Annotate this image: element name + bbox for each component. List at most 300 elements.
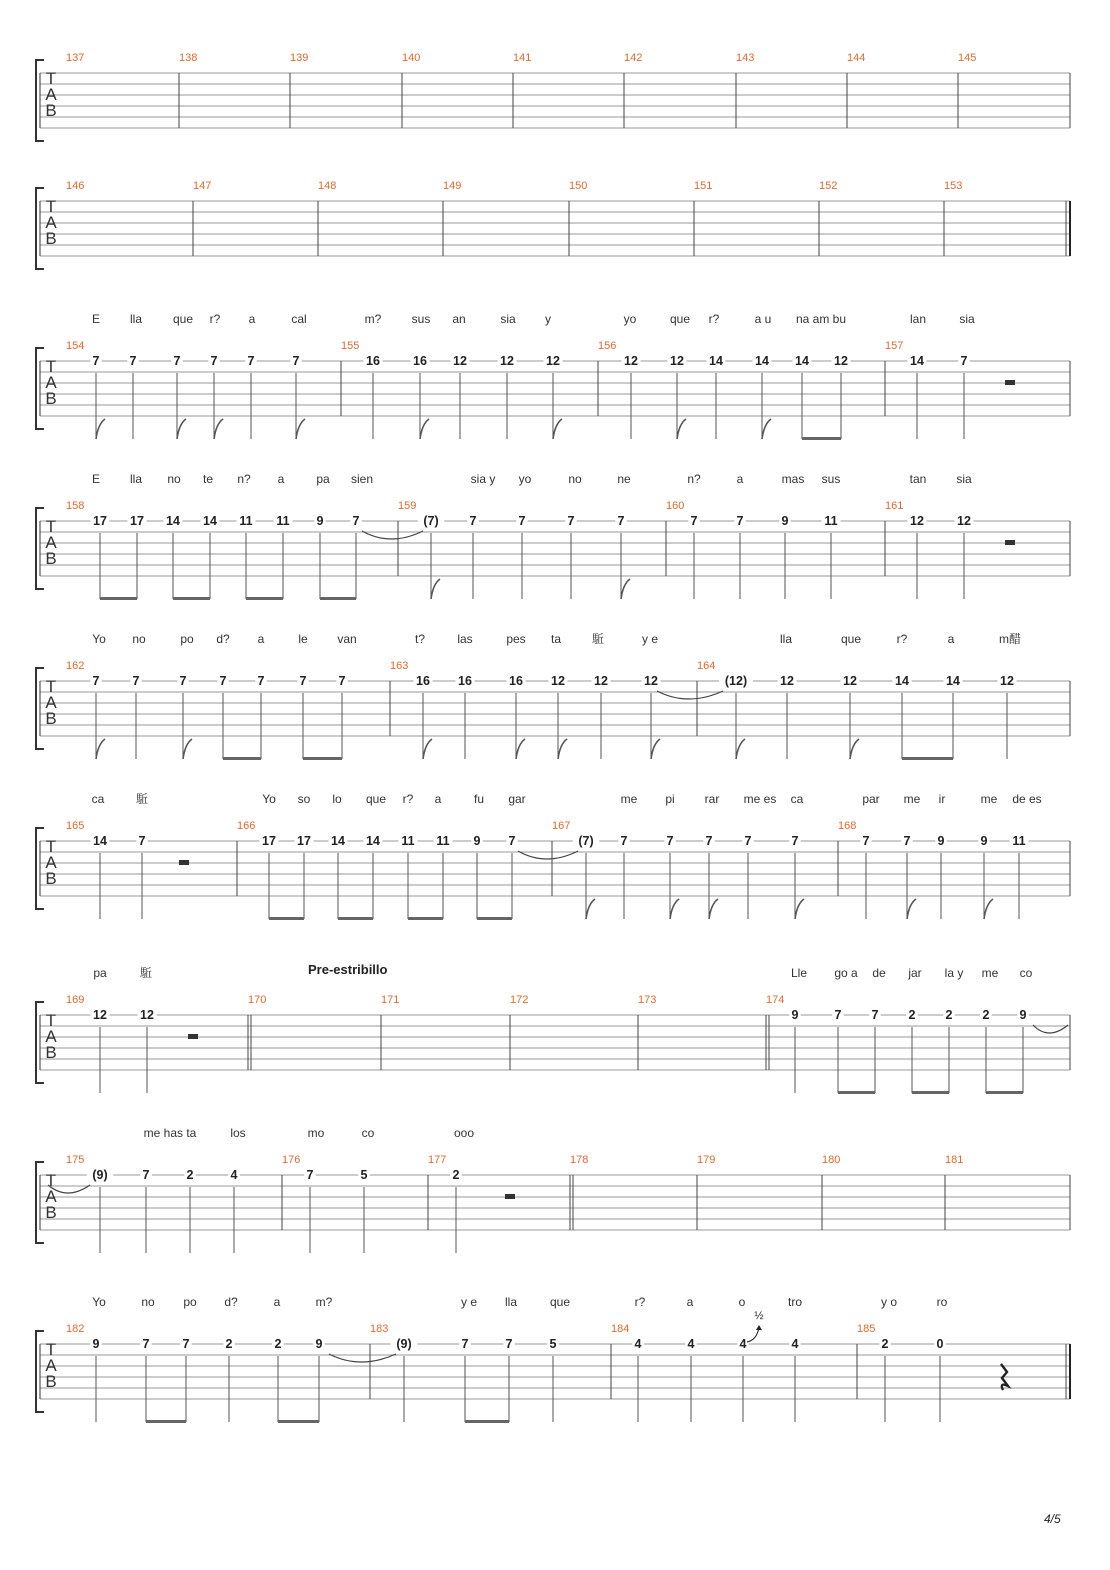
note-flag bbox=[177, 419, 186, 439]
lyric-syllable: lla bbox=[129, 312, 143, 326]
note-beam bbox=[902, 757, 953, 760]
tab-clef-letter: A bbox=[45, 693, 57, 712]
fret-number: 7 bbox=[182, 1337, 190, 1351]
fret-number: 9 bbox=[315, 1337, 323, 1351]
note-flag bbox=[907, 899, 916, 919]
measure-number: 171 bbox=[381, 994, 400, 1006]
lyric-syllable: m? bbox=[364, 312, 382, 326]
fret-number: 12 bbox=[843, 674, 857, 688]
note-flag bbox=[984, 899, 993, 919]
lyric-syllable: n? bbox=[687, 472, 701, 486]
lyric-syllable: sus bbox=[411, 312, 431, 326]
lyric-syllable: a bbox=[257, 632, 265, 646]
half-rest bbox=[188, 1034, 198, 1039]
fret-number: 11 bbox=[276, 514, 290, 528]
fret-number: 14 bbox=[795, 354, 809, 368]
tab-clef-letter: B bbox=[45, 869, 57, 888]
fret-number: 7 bbox=[705, 834, 713, 848]
fret-number: 7 bbox=[173, 354, 181, 368]
tab-clef-letter: B bbox=[45, 389, 57, 408]
fret-number: 14 bbox=[946, 674, 960, 688]
measure-number: 172 bbox=[510, 994, 529, 1006]
measure-number: 149 bbox=[443, 180, 462, 192]
lyric-syllable: de bbox=[872, 966, 886, 980]
fret-number: 14 bbox=[895, 674, 909, 688]
lyric-syllable: ro bbox=[936, 1295, 948, 1309]
measure-number: 173 bbox=[638, 994, 657, 1006]
lyric-syllable: de es bbox=[1012, 792, 1042, 806]
fret-number: 7 bbox=[834, 1008, 842, 1022]
lyric-syllable: van bbox=[337, 632, 357, 646]
measure-number: 177 bbox=[428, 1154, 447, 1166]
tab-clef-letter: A bbox=[45, 213, 57, 232]
fret-number: 7 bbox=[666, 834, 674, 848]
lyric-syllable: lla bbox=[779, 632, 793, 646]
note-beam bbox=[146, 1420, 186, 1423]
measure-number: 142 bbox=[624, 52, 643, 64]
tab-clef-letter: A bbox=[45, 533, 57, 552]
fret-number: 11 bbox=[1012, 834, 1026, 848]
fret-number: 14 bbox=[755, 354, 769, 368]
lyric-syllable: r? bbox=[402, 792, 414, 806]
lyric-syllable: na am bu bbox=[795, 312, 847, 326]
lyric-syllable: fu bbox=[473, 792, 485, 806]
note-flag bbox=[553, 419, 562, 439]
fret-number: 9 bbox=[937, 834, 945, 848]
fret-number: 7 bbox=[219, 674, 227, 688]
measure-number: 156 bbox=[598, 340, 617, 352]
lyric-syllable: Yo bbox=[92, 632, 106, 646]
tab-clef-letter: T bbox=[45, 517, 57, 536]
note-flag bbox=[96, 419, 105, 439]
lyric-syllable: 駈 bbox=[139, 966, 153, 980]
tab-clef-letter: B bbox=[45, 1043, 57, 1062]
fret-number: 14 bbox=[203, 514, 217, 528]
lyric-syllable: que bbox=[840, 632, 862, 646]
fret-number: 7 bbox=[132, 674, 140, 688]
fret-number: 14 bbox=[366, 834, 380, 848]
measure-number: 154 bbox=[66, 340, 85, 352]
lyric-syllable: sia bbox=[956, 472, 972, 486]
measure-number: 175 bbox=[66, 1154, 85, 1166]
tab-clef-letter: T bbox=[45, 357, 57, 376]
tab-clef-letter: B bbox=[45, 549, 57, 568]
fret-number: 0 bbox=[936, 1337, 944, 1351]
lyric-syllable: sia y bbox=[470, 472, 496, 486]
fret-number: 7 bbox=[338, 674, 346, 688]
fret-number: (7) bbox=[423, 514, 439, 528]
lyric-syllable: que bbox=[172, 312, 194, 326]
note-beam bbox=[477, 917, 512, 920]
lyric-syllable: ne bbox=[617, 472, 631, 486]
measure-number: 161 bbox=[885, 500, 904, 512]
half-rest bbox=[1005, 540, 1015, 545]
lyric-syllable: pa bbox=[93, 966, 107, 980]
fret-number: 9 bbox=[316, 514, 324, 528]
measure-number: 179 bbox=[697, 1154, 716, 1166]
measure-number: 160 bbox=[666, 500, 685, 512]
fret-number: 7 bbox=[862, 834, 870, 848]
measure-number: 138 bbox=[179, 52, 198, 64]
lyric-syllable: go a bbox=[834, 966, 858, 980]
fret-number: 9 bbox=[781, 514, 789, 528]
bend-label: ½ bbox=[754, 1310, 764, 1322]
measure-number: 158 bbox=[66, 500, 85, 512]
lyric-syllable: cal bbox=[291, 312, 307, 326]
lyric-syllable: mo bbox=[307, 1126, 325, 1140]
note-flag bbox=[96, 739, 105, 759]
fret-number: 7 bbox=[518, 514, 526, 528]
lyric-syllable: y e bbox=[641, 632, 659, 646]
fret-number: 11 bbox=[436, 834, 450, 848]
fret-number: 16 bbox=[366, 354, 380, 368]
lyric-syllable: a bbox=[947, 632, 955, 646]
fret-number: 9 bbox=[1019, 1008, 1027, 1022]
fret-number: 14 bbox=[910, 354, 924, 368]
lyric-syllable: lla bbox=[129, 472, 143, 486]
fret-number: 17 bbox=[130, 514, 144, 528]
lyric-syllable: a bbox=[273, 1295, 281, 1309]
fret-number: 2 bbox=[881, 1337, 889, 1351]
measure-number: 147 bbox=[193, 180, 212, 192]
measure-number: 164 bbox=[697, 660, 716, 672]
note-beam bbox=[838, 1091, 875, 1094]
lyric-syllable: me has ta bbox=[143, 1126, 197, 1140]
fret-number: 7 bbox=[92, 674, 100, 688]
lyric-syllable: E bbox=[91, 312, 101, 326]
measure-number: 139 bbox=[290, 52, 309, 64]
fret-number: 11 bbox=[239, 514, 253, 528]
fret-number: 12 bbox=[670, 354, 684, 368]
lyric-syllable: ca bbox=[790, 792, 804, 806]
lyric-syllable: a u bbox=[754, 312, 772, 326]
fret-number: 12 bbox=[780, 674, 794, 688]
measure-number: 181 bbox=[945, 1154, 964, 1166]
fret-number: 12 bbox=[644, 674, 658, 688]
note-beam bbox=[303, 757, 342, 760]
measure-number: 140 bbox=[402, 52, 421, 64]
fret-number: 7 bbox=[299, 674, 307, 688]
lyric-syllable: rar bbox=[704, 792, 720, 806]
lyric-syllable: d? bbox=[216, 632, 230, 646]
lyric-syllable: yo bbox=[518, 472, 532, 486]
fret-number: 7 bbox=[352, 514, 360, 528]
fret-number: (7) bbox=[578, 834, 594, 848]
fret-number: 7 bbox=[791, 834, 799, 848]
lyric-syllable: no bbox=[167, 472, 181, 486]
lyric-syllable: r? bbox=[896, 632, 908, 646]
measure-number: 165 bbox=[66, 820, 85, 832]
lyric-syllable: co bbox=[1019, 966, 1033, 980]
lyric-syllable: r? bbox=[708, 312, 720, 326]
note-flag bbox=[214, 419, 223, 439]
fret-number: 4 bbox=[739, 1337, 747, 1351]
half-rest bbox=[1005, 380, 1015, 385]
note-beam bbox=[986, 1091, 1023, 1094]
lyric-syllable: so bbox=[297, 792, 311, 806]
note-flag bbox=[516, 739, 525, 759]
fret-number: 12 bbox=[453, 354, 467, 368]
note-flag bbox=[423, 739, 432, 759]
fret-number: 7 bbox=[142, 1168, 150, 1182]
lyric-syllable: me bbox=[620, 792, 638, 806]
fret-number: 7 bbox=[179, 674, 187, 688]
tab-clef-letter: A bbox=[45, 853, 57, 872]
fret-number: 9 bbox=[980, 834, 988, 848]
lyric-syllable: a bbox=[248, 312, 256, 326]
lyric-syllable: tro bbox=[787, 1295, 803, 1309]
measure-number: 157 bbox=[885, 340, 904, 352]
measure-number: 153 bbox=[944, 180, 963, 192]
lyric-syllable: r? bbox=[634, 1295, 646, 1309]
measure-number: 167 bbox=[552, 820, 571, 832]
note-beam bbox=[246, 597, 283, 600]
note-beam bbox=[408, 917, 443, 920]
fret-number: 5 bbox=[549, 1337, 557, 1351]
measure-number: 159 bbox=[398, 500, 417, 512]
tab-clef-letter: B bbox=[45, 229, 57, 248]
lyric-syllable: gar bbox=[508, 792, 526, 806]
measure-number: 137 bbox=[66, 52, 85, 64]
fret-number: 9 bbox=[92, 1337, 100, 1351]
lyric-syllable: a bbox=[736, 472, 744, 486]
fret-number: 2 bbox=[452, 1168, 460, 1182]
lyric-syllable: an bbox=[452, 312, 466, 326]
lyric-syllable: sus bbox=[821, 472, 841, 486]
note-beam bbox=[269, 917, 304, 920]
lyric-syllable: no bbox=[141, 1295, 155, 1309]
lyric-syllable: ca bbox=[91, 792, 105, 806]
lyric-syllable: pes bbox=[506, 632, 526, 646]
fret-number: 12 bbox=[834, 354, 848, 368]
lyric-syllable: sien bbox=[350, 472, 374, 486]
note-beam bbox=[465, 1420, 509, 1423]
note-beam bbox=[278, 1420, 319, 1423]
lyric-syllable: E bbox=[91, 472, 101, 486]
fret-number: 12 bbox=[957, 514, 971, 528]
lyric-syllable: m? bbox=[315, 1295, 333, 1309]
lyric-syllable: sia bbox=[500, 312, 516, 326]
note-flag bbox=[651, 739, 660, 759]
fret-number: 4 bbox=[687, 1337, 695, 1351]
lyric-syllable: te bbox=[202, 472, 214, 486]
lyric-syllable: las bbox=[457, 632, 473, 646]
lyric-syllable: co bbox=[361, 1126, 375, 1140]
measure-number: 169 bbox=[66, 994, 85, 1006]
fret-number: 16 bbox=[509, 674, 523, 688]
fret-number: 7 bbox=[871, 1008, 879, 1022]
lyric-syllable: me es bbox=[743, 792, 777, 806]
tab-clef-letter: T bbox=[45, 1011, 57, 1030]
lyric-syllable: n? bbox=[237, 472, 251, 486]
lyric-syllable: ta bbox=[550, 632, 562, 646]
measure-number: 163 bbox=[390, 660, 409, 672]
measure-number: 174 bbox=[766, 994, 785, 1006]
measure-number: 143 bbox=[736, 52, 755, 64]
measure-number: 162 bbox=[66, 660, 85, 672]
fret-number: 12 bbox=[1000, 674, 1014, 688]
lyric-syllable: le bbox=[298, 632, 308, 646]
lyric-syllable: d? bbox=[224, 1295, 238, 1309]
fret-number: 2 bbox=[225, 1337, 233, 1351]
tab-clef-letter: T bbox=[45, 837, 57, 856]
fret-number: 11 bbox=[401, 834, 415, 848]
measure-number: 168 bbox=[838, 820, 857, 832]
note-flag bbox=[558, 739, 567, 759]
measure-number: 183 bbox=[370, 1323, 389, 1335]
tab-clef-letter: A bbox=[45, 1187, 57, 1206]
bend-arrowhead bbox=[756, 1325, 762, 1330]
lyric-syllable: no bbox=[568, 472, 582, 486]
fret-number: 7 bbox=[960, 354, 968, 368]
fret-number: 2 bbox=[274, 1337, 282, 1351]
lyric-syllable: r? bbox=[209, 312, 221, 326]
lyric-syllable: que bbox=[669, 312, 691, 326]
lyric-syllable: Yo bbox=[262, 792, 276, 806]
measure-number: 146 bbox=[66, 180, 85, 192]
fret-number: 12 bbox=[546, 354, 560, 368]
lyric-syllable: 駈 bbox=[591, 632, 605, 646]
fret-number: (9) bbox=[396, 1337, 412, 1351]
fret-number: 7 bbox=[567, 514, 575, 528]
lyric-syllable: y e bbox=[460, 1295, 478, 1309]
tab-clef-letter: T bbox=[45, 1171, 57, 1190]
fret-number: 7 bbox=[247, 354, 255, 368]
fret-number: 7 bbox=[744, 834, 752, 848]
fret-number: 17 bbox=[93, 514, 107, 528]
lyric-syllable: y o bbox=[880, 1295, 898, 1309]
fret-number: 12 bbox=[140, 1008, 154, 1022]
note-flag bbox=[850, 739, 859, 759]
fret-number: 5 bbox=[360, 1168, 368, 1182]
fret-number: 12 bbox=[624, 354, 638, 368]
fret-number: 2 bbox=[186, 1168, 194, 1182]
lyric-syllable: me bbox=[903, 792, 921, 806]
tab-clef-letter: B bbox=[45, 709, 57, 728]
note-flag bbox=[420, 419, 429, 439]
fret-number: 9 bbox=[791, 1008, 799, 1022]
lyric-syllable: a bbox=[277, 472, 285, 486]
lyric-syllable: pa bbox=[316, 472, 330, 486]
lyric-syllable: me bbox=[981, 966, 999, 980]
fret-number: 7 bbox=[690, 514, 698, 528]
lyric-syllable: y bbox=[545, 312, 551, 326]
tab-clef-letter: T bbox=[45, 197, 57, 216]
page-number: 4/5 bbox=[1044, 1512, 1061, 1526]
measure-number: 178 bbox=[570, 1154, 589, 1166]
fret-number: (12) bbox=[724, 674, 748, 688]
fret-number: 7 bbox=[142, 1337, 150, 1351]
lyric-syllable: mas bbox=[781, 472, 805, 486]
measure-number: 148 bbox=[318, 180, 337, 192]
note-beam bbox=[912, 1091, 949, 1094]
measure-number: 176 bbox=[282, 1154, 301, 1166]
tab-clef-letter: T bbox=[45, 1340, 57, 1359]
measure-number: 144 bbox=[847, 52, 866, 64]
fret-number: 2 bbox=[908, 1008, 916, 1022]
fret-number: 16 bbox=[413, 354, 427, 368]
fret-number: 7 bbox=[257, 674, 265, 688]
tab-clef-letter: B bbox=[45, 101, 57, 120]
tab-clef-letter: B bbox=[45, 1203, 57, 1222]
note-flag bbox=[762, 419, 771, 439]
tab-clef-letter: T bbox=[45, 677, 57, 696]
fret-number: 7 bbox=[469, 514, 477, 528]
fret-number: 7 bbox=[210, 354, 218, 368]
lyric-syllable: Yo bbox=[92, 1295, 106, 1309]
lyric-syllable: que bbox=[549, 1295, 571, 1309]
note-flag bbox=[670, 899, 679, 919]
fret-number: 7 bbox=[92, 354, 100, 368]
measure-number: 180 bbox=[822, 1154, 841, 1166]
note-flag bbox=[677, 419, 686, 439]
note-flag bbox=[621, 579, 630, 599]
lyric-syllable: ir bbox=[938, 792, 946, 806]
fret-number: 12 bbox=[910, 514, 924, 528]
fret-number: 14 bbox=[166, 514, 180, 528]
measure-number: 152 bbox=[819, 180, 838, 192]
fret-number: 4 bbox=[634, 1337, 642, 1351]
lyric-syllable: me bbox=[980, 792, 998, 806]
measure-number: 185 bbox=[857, 1323, 876, 1335]
fret-number: 7 bbox=[292, 354, 300, 368]
fret-number: 7 bbox=[306, 1168, 314, 1182]
fret-number: 14 bbox=[709, 354, 723, 368]
lyric-syllable: yo bbox=[623, 312, 637, 326]
note-beam bbox=[338, 917, 373, 920]
note-beam bbox=[223, 757, 261, 760]
lyric-syllable: la y bbox=[944, 966, 964, 980]
note-flag bbox=[795, 899, 804, 919]
lyric-syllable: los bbox=[230, 1126, 246, 1140]
lyric-syllable: que bbox=[365, 792, 387, 806]
note-flag bbox=[296, 419, 305, 439]
fret-number: 17 bbox=[297, 834, 311, 848]
note-flag bbox=[736, 739, 745, 759]
fret-number: 7 bbox=[903, 834, 911, 848]
fret-number: 2 bbox=[982, 1008, 990, 1022]
fret-number: 12 bbox=[594, 674, 608, 688]
fret-number: 7 bbox=[617, 514, 625, 528]
fret-number: 7 bbox=[508, 834, 516, 848]
fret-number: 7 bbox=[505, 1337, 513, 1351]
fret-number: 7 bbox=[461, 1337, 469, 1351]
fret-number: 4 bbox=[230, 1168, 238, 1182]
measure-number: 182 bbox=[66, 1323, 85, 1335]
note-flag bbox=[183, 739, 192, 759]
half-rest bbox=[179, 860, 189, 865]
fret-number: 12 bbox=[93, 1008, 107, 1022]
tab-clef-letter: A bbox=[45, 1356, 57, 1375]
lyric-syllable: a bbox=[434, 792, 442, 806]
fret-number: 7 bbox=[129, 354, 137, 368]
lyric-syllable: po bbox=[183, 1295, 197, 1309]
fret-number: 9 bbox=[473, 834, 481, 848]
note-beam bbox=[320, 597, 356, 600]
lyric-syllable: pi bbox=[665, 792, 675, 806]
lyric-syllable: ooo bbox=[453, 1126, 475, 1140]
note-flag bbox=[431, 579, 440, 599]
lyric-syllable: m醋 bbox=[999, 632, 1021, 646]
measure-number: 150 bbox=[569, 180, 588, 192]
lyric-syllable: 駈 bbox=[135, 792, 149, 806]
fret-number: 7 bbox=[138, 834, 146, 848]
measure-number: 141 bbox=[513, 52, 532, 64]
fret-number: (9) bbox=[92, 1168, 108, 1182]
tab-clef-letter: A bbox=[45, 1027, 57, 1046]
note-beam bbox=[100, 597, 137, 600]
fret-number: 12 bbox=[551, 674, 565, 688]
